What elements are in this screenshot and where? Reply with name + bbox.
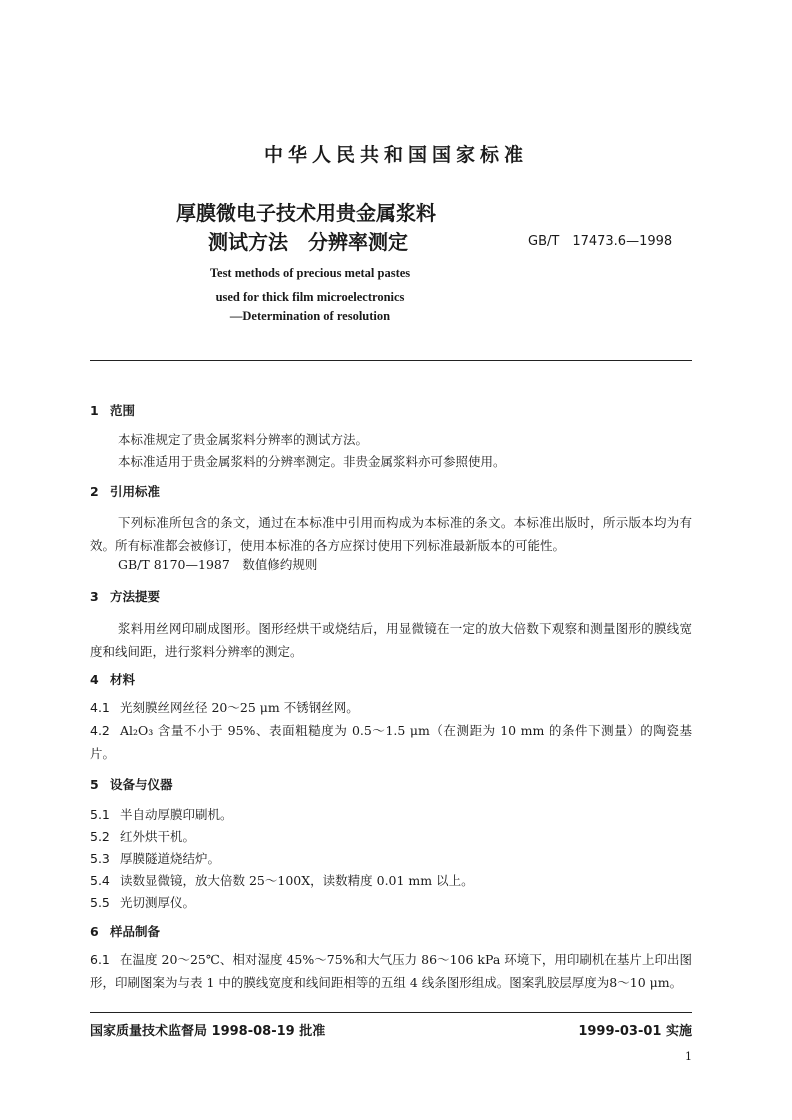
list-item xyxy=(90,891,692,914)
title-en-line1: Test methods of precious metal pastes xyxy=(209,266,411,280)
section-title: 范围 xyxy=(110,403,136,418)
paragraph: 浆料用丝网印刷成图形。图形经烘干或烧结后，用显微镜在一定的放大倍数下观察和测量图形的膜线宽度和线间距，进行浆料分辨率的测定。 xyxy=(90,621,692,659)
national-standard-header: 中华人民共和国国家标准 xyxy=(263,144,528,166)
standard-number: GB/T 17473.6—1998 xyxy=(528,234,673,249)
list-item xyxy=(90,948,692,994)
title-en-line2: used for thick film microelectronics xyxy=(215,290,405,304)
item-text: 读数显微镜，放大倍数 25～100X，读数精度 0.01 mm 以上。 xyxy=(120,873,474,888)
item-text: Al₂O₃ 含量不小于 95%、表面粗糙度为 0.5～1.5 μm（在测距为 10 mm 的条件下测量）的陶瓷基片。 xyxy=(90,723,692,761)
item-text: 光刻膜丝网丝径 20～25 μm 不锈钢丝网。 xyxy=(120,700,359,715)
page-number: 1 xyxy=(685,1050,692,1063)
title-en-line3: —Determination of resolution xyxy=(229,309,391,323)
section-number: 1 xyxy=(90,403,99,418)
item-number: 6.1 xyxy=(90,952,110,967)
section-title: 材料 xyxy=(110,672,136,687)
approval-line: 国家质量技术监督局 1998-08-19 批准 xyxy=(90,1024,326,1039)
section-4-heading xyxy=(90,670,135,688)
list-item xyxy=(90,696,692,719)
section-number: 3 xyxy=(90,589,99,604)
implementation-date: 1999-03-01 实施 xyxy=(578,1024,692,1039)
referenced-standard: GB/T 8170—1987 数值修约规则 xyxy=(118,557,318,572)
header-rule xyxy=(90,360,692,361)
item-number: 5.3 xyxy=(90,851,110,866)
paragraph: 本标准适用于贵金属浆料的分辨率测定。非贵金属浆料亦可参照使用。 xyxy=(118,454,506,469)
list-item xyxy=(90,719,692,765)
item-text: 半自动厚膜印刷机。 xyxy=(120,807,233,822)
footer-rule xyxy=(90,1012,692,1013)
section-5-heading xyxy=(90,775,173,793)
title-cn-line1: 厚膜微电子技术用贵金属浆料 xyxy=(176,201,436,225)
paragraph: 本标准规定了贵金属浆料分辨率的测试方法。 xyxy=(118,432,369,447)
section-title: 方法提要 xyxy=(110,589,161,604)
section-1-heading xyxy=(90,401,135,419)
section-title: 样品制备 xyxy=(110,924,161,939)
section-3-heading xyxy=(90,587,160,605)
item-number: 4.2 xyxy=(90,723,110,738)
list-item xyxy=(90,847,692,870)
title-cn-line2: 测试方法 分辨率测定 xyxy=(208,230,408,254)
item-number: 5.1 xyxy=(90,807,110,822)
section-number: 6 xyxy=(90,924,99,939)
list-item xyxy=(90,825,692,848)
item-number: 4.1 xyxy=(90,700,110,715)
section-title: 设备与仪器 xyxy=(110,777,173,792)
section-title: 引用标准 xyxy=(110,484,161,499)
item-number: 5.2 xyxy=(90,829,110,844)
section-number: 5 xyxy=(90,777,99,792)
section-number: 2 xyxy=(90,484,99,499)
section-6-heading xyxy=(90,922,160,940)
list-item xyxy=(90,869,692,892)
section-2-heading xyxy=(90,482,160,500)
item-text: 红外烘干机。 xyxy=(120,829,196,844)
item-text: 厚膜隧道烧结炉。 xyxy=(120,851,221,866)
item-text: 在温度 20～25℃、相对湿度 45%～75%和大气压力 86～106 kPa 环境下，用印刷机在基片上印出图形，印刷图案为与表 1 中的膜线宽度和线间距相等的五组 4 线条图形组成。图案乳胶层厚度为8～10 μm。 xyxy=(90,952,692,990)
section-number: 4 xyxy=(90,672,99,687)
item-number: 5.4 xyxy=(90,873,110,888)
paragraph: 下列标准所包含的条文，通过在本标准中引用而构成为本标准的条文。本标准出版时，所示版本均为有效。所有标准都会被修订，使用本标准的各方应探讨使用下列标准最新版本的可能性。 xyxy=(90,515,692,553)
item-text: 光切测厚仪。 xyxy=(120,895,196,910)
list-item xyxy=(90,803,692,826)
item-number: 5.5 xyxy=(90,895,110,910)
